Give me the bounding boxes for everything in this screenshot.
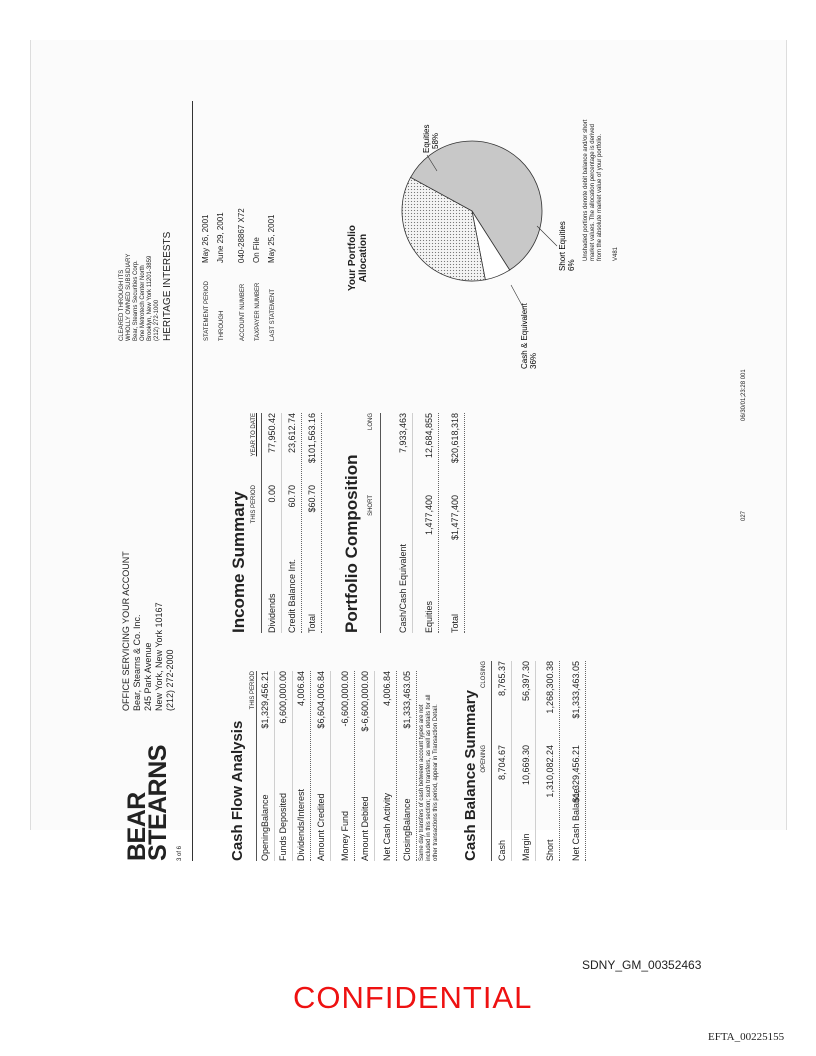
allocation-note: Unshaded portions denote debit balance and/or short market values. The allocation percentage is derived from the absolute market value of your portfolio. <box>583 119 603 261</box>
cash-balance-title: Cash Balance Summary <box>462 690 479 861</box>
table-row: Dividends 0.00 77,950.42 <box>264 413 282 633</box>
table-row: ClosingBalance $1,333,463.05 <box>399 671 417 861</box>
bear-stearns-logo <box>123 745 172 861</box>
table-row: Funds Deposited 6,600,000.00 <box>275 671 293 861</box>
cash-flow-section <box>229 671 440 861</box>
portfolio-section <box>342 413 471 633</box>
table-row: OpeningBalance $1,329,456.21 <box>257 671 275 861</box>
cash-balance-table <box>492 661 592 861</box>
efta-number: EFTA_00225155 <box>708 1031 785 1043</box>
statement-info <box>199 121 280 341</box>
slice-label-cash: Cash & Equivalent <box>520 303 529 369</box>
office-line: Bear, Stearns & Co. Inc. <box>132 614 142 711</box>
allocation-title-line-2: Allocation <box>358 233 369 283</box>
col-this-period: THIS PERIOD <box>251 485 257 524</box>
statement-period-value: May 26, 2001 <box>201 214 210 263</box>
confidential-stamp: CONFIDENTIAL <box>293 980 533 1015</box>
slice-pct-equities: 58% <box>431 132 440 149</box>
income-title: Income Summary <box>229 491 248 633</box>
col-opening: OPENING <box>481 745 487 773</box>
col-short: SHORT <box>368 495 374 516</box>
cash-flow-col-header: THIS PERIOD <box>250 671 257 861</box>
portfolio-title: Portfolio Composition <box>342 454 361 633</box>
table-row: Net Cash Activity 4,006.84 <box>379 671 397 861</box>
table-row: Net Cash Balance $1,329,456.21 $1,333,463.05 <box>568 661 586 861</box>
logo-line-1: BEAR <box>123 792 151 861</box>
last-statement-value: May 25, 2001 <box>267 214 276 263</box>
account-number-value: 040-28867 X72 <box>237 208 246 263</box>
allocation-pie-chart <box>377 111 577 371</box>
allocation-title-line-1: Your Portfolio <box>347 225 358 291</box>
office-line: (212) 272-2000 <box>165 649 175 711</box>
slice-label-short-equities: Short Equities <box>558 221 567 271</box>
office-line: 245 Park Avenue <box>143 642 153 711</box>
clearing-block <box>119 232 171 341</box>
through-value: June 29, 2001 <box>216 212 225 263</box>
statement-period-label: STATEMENT PERIOD <box>204 280 210 341</box>
cash-flow-title: Cash Flow Analysis <box>229 720 246 861</box>
header-rule <box>192 101 193 861</box>
account-number-label: ACCOUNT NUMBER <box>240 283 246 341</box>
taxpayer-number-label: TAXPAYER NUMBER <box>255 282 261 341</box>
logo-line-2: STEARNS <box>144 745 172 861</box>
slice-pct-cash: 36% <box>529 352 538 369</box>
income-table <box>262 413 326 633</box>
table-row: Credit Balance Int. 60.70 23,612.74 <box>284 413 302 633</box>
cash-balance-col-headers <box>481 661 492 861</box>
clearing-line: CLEARED THROUGH ITS <box>119 269 125 341</box>
clearing-line: WHOLLY OWNED SUBSIDIARY <box>126 253 132 341</box>
col-year-to-date: YEAR TO DATE <box>251 413 257 457</box>
clearing-line: (212) 272-1000 <box>154 299 160 341</box>
rotated-statement <box>117 101 757 861</box>
page-indicator: 3 of 6 <box>177 845 183 861</box>
col-long: LONG <box>368 413 374 431</box>
table-row: Equities 1,477,400 12,684,855 <box>421 413 439 633</box>
slice-pct-short-equities: 6% <box>567 259 576 271</box>
portfolio-col-headers <box>368 413 380 633</box>
clearing-line: Bear, Stearns Securities Corp. <box>133 260 139 341</box>
allocation-section <box>347 111 667 371</box>
last-statement-label: LAST STATEMENT <box>270 288 276 341</box>
table-row: Total $60.70 $101,563.16 <box>304 413 322 633</box>
table-row: Total $1,477,400 $20,618,318 <box>447 413 465 633</box>
allocation-code: V481 <box>613 246 619 261</box>
cash-flow-note: Same day transfers of cash between account types are not included in this section; such transfers, as well as details for all other transactions this period, appear in Transaction Detail. <box>419 694 439 861</box>
office-heading: OFFICE SERVICING YOUR ACCOUNT <box>121 551 131 711</box>
income-col-headers <box>251 413 262 633</box>
table-row: Amount Credited $6,604,006.84 <box>313 671 331 861</box>
table-row: Cash 8,704.67 8,765.37 <box>494 661 512 861</box>
col-closing: CLOSING <box>481 661 487 689</box>
clearing-line: One Metrotech Center North <box>140 265 146 341</box>
clearing-line: Brooklyn, New York 11201-3859 <box>147 255 153 341</box>
footer-right: 06/30/01;23:28 001 <box>741 369 747 421</box>
cash-balance-section <box>462 661 592 861</box>
table-row: Money Fund -6,600,000.00 <box>337 671 355 861</box>
income-section <box>229 413 326 633</box>
footer-left: 027 <box>741 510 747 521</box>
taxpayer-number-value: On File <box>252 237 261 263</box>
account-name: HERITAGE INTERESTS <box>162 231 173 341</box>
office-servicing-block <box>121 551 176 711</box>
scanned-page <box>30 40 787 861</box>
table-row: Cash/Cash Equivalent 7,933,463 <box>395 413 413 633</box>
bates-number: SDNY_GM_00352463 <box>582 958 702 972</box>
through-label: THROUGH <box>219 310 225 341</box>
cash-flow-table <box>257 671 417 861</box>
table-row: Margin 10,669.30 56,397.30 <box>518 661 536 861</box>
table-row: Short 1,310,082.24 1,268,300.38 <box>542 661 560 861</box>
allocation-title <box>347 225 369 291</box>
office-line: New York, New York 10167 <box>154 602 164 711</box>
table-row: Dividends/Interest 4,006.84 <box>293 671 311 861</box>
slice-label-equities: Equities <box>422 124 431 153</box>
table-row: Amount Debited $-6,600,000.00 <box>357 671 375 861</box>
portfolio-table <box>380 413 471 633</box>
